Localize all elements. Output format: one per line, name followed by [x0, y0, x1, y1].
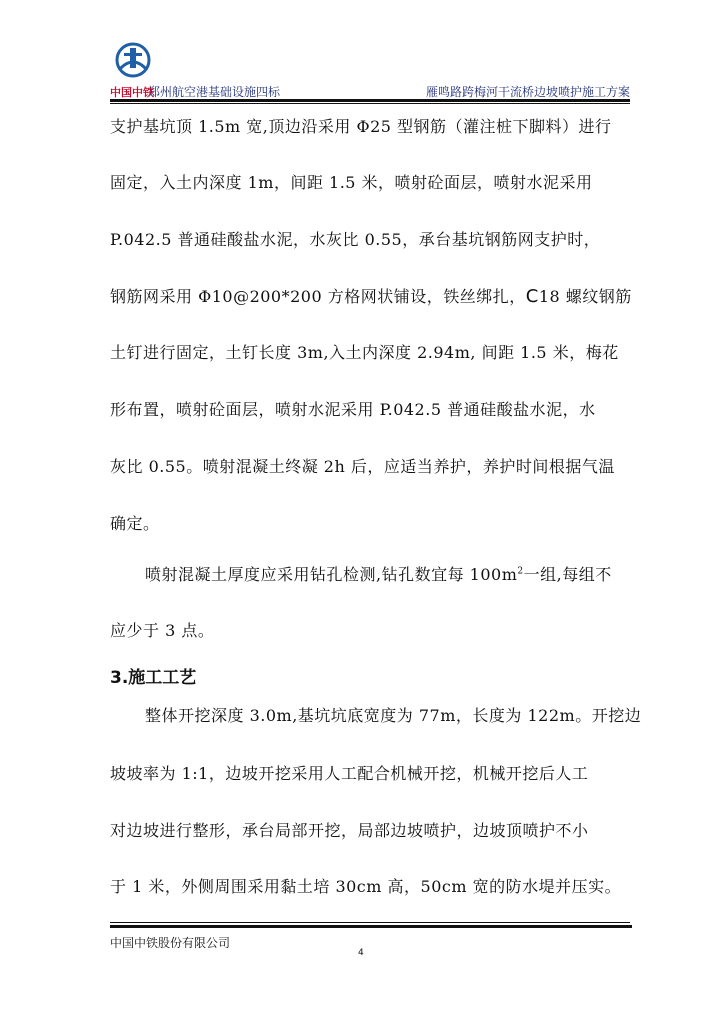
body-line-4-text: 钢筋网采用 Φ10@200*200 方格网状铺设，铁丝绑扎， — [110, 287, 526, 306]
section-heading: 3.施工工艺 — [110, 668, 197, 688]
header-rule-thin — [110, 103, 630, 104]
para3-line-2: 坡坡率为 1:1，边坡开挖采用人工配合机械开挖，机械开挖后人工 — [110, 764, 589, 783]
header-project-name: 郑州航空港基础设施四标 — [148, 85, 281, 99]
superscript: 2 — [517, 566, 524, 577]
body-line-6: 形布置，喷射砼面层，喷射水泥采用 P.042.5 普通硅酸盐水泥，水 — [110, 400, 596, 419]
footer-rule — [110, 925, 632, 928]
footer-company-name: 中国中铁股份有限公司 — [110, 936, 231, 950]
para2-line-1 — [145, 562, 612, 585]
para3-line-1: 整体开挖深度 3.0m,基坑坑底宽度为 77m，长度为 122m。开挖边 — [145, 706, 642, 725]
body-line-5: 土钉进行固定，土钉长度 3m,入土内深度 2.94m, 间距 1.5 米，梅花 — [110, 343, 619, 362]
page-number: 4 — [358, 948, 364, 958]
crec-logo-icon — [110, 40, 156, 84]
body-line-4-tail: 18 螺纹钢筋 — [538, 287, 632, 306]
page-header — [110, 40, 630, 104]
para2-line-1-tail: 一组,每组不 — [523, 565, 612, 584]
body-line-1: 支护基坑顶 1.5m 宽,顶边沿采用 Φ25 型钢筋（灌注桩下脚料）进行 — [110, 117, 612, 136]
body-line-7: 灰比 0.55。喷射混凝土终凝 2h 后，应适当养护，养护时间根据气温 — [110, 457, 615, 476]
body-line-4 — [110, 284, 632, 307]
body-line-2: 固定，入土内深度 1m，间距 1.5 米，喷射砼面层，喷射水泥采用 — [110, 173, 593, 192]
rebar-grade-symbol: C — [525, 286, 539, 307]
footer-rule-thin — [110, 922, 630, 923]
logo-text: 中国中铁 — [110, 86, 154, 99]
body-line-3: P.042.5 普通硅酸盐水泥，水灰比 0.55，承台基坑钢筋网支护时， — [110, 230, 601, 249]
header-document-title: 雁鸣路跨梅河干流桥边坡喷护施工方案 — [425, 85, 630, 99]
body-line-8: 确定。 — [110, 514, 160, 533]
header-rule — [110, 99, 630, 102]
para3-line-3: 对边坡进行整形，承台局部开挖，局部边坡喷护，边坡顶喷护不小 — [110, 821, 589, 840]
para2-line-2: 应少于 3 点。 — [110, 621, 215, 640]
para3-line-4: 于 1 米，外侧周围采用黏土培 30cm 高，50cm 宽的防水堤并压实。 — [110, 877, 622, 896]
para2-line-1-text: 喷射混凝土厚度应采用钻孔检测,钻孔数宜每 100m — [145, 565, 518, 584]
